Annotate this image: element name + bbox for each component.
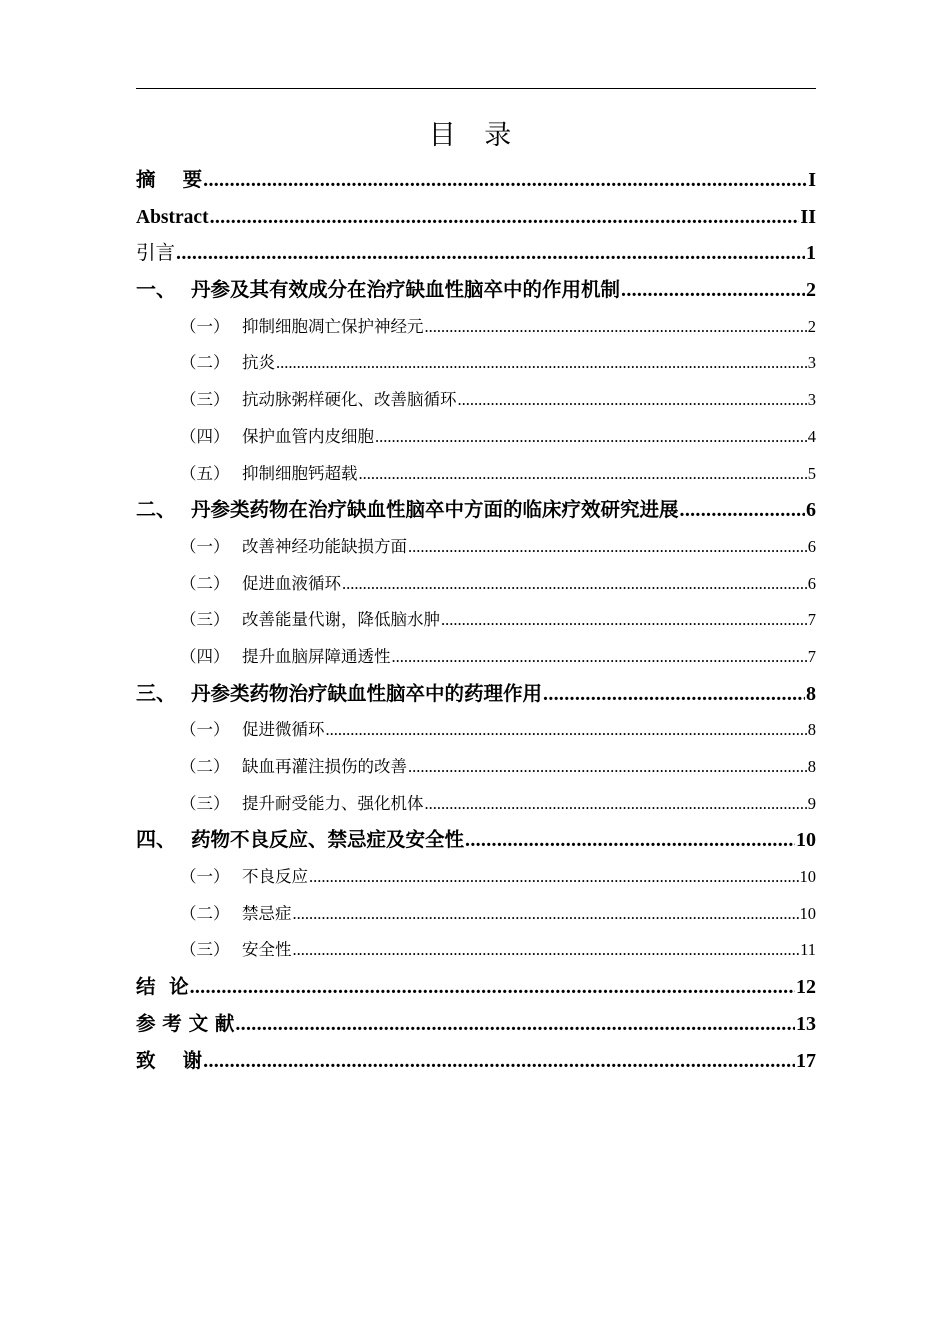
toc-leader-dots: [293, 932, 800, 969]
toc-entry-number: 四、: [136, 829, 176, 852]
toc-subentry[interactable]: [136, 345, 816, 382]
toc-entry[interactable]: [136, 1006, 816, 1043]
toc-leader-dots: [210, 199, 800, 236]
toc-entry[interactable]: [136, 676, 816, 713]
toc-page-number: 1: [806, 242, 816, 265]
toc-page-number: 4: [807, 426, 816, 446]
toc-entry-number: （一）: [180, 720, 230, 740]
toc-subentry[interactable]: [136, 786, 816, 823]
toc-leader-dots: [326, 712, 807, 749]
toc-subentry[interactable]: [136, 896, 816, 933]
toc-entry-number: （一）: [180, 316, 230, 336]
toc-leader-dots: [543, 676, 805, 713]
toc-entry-label: 提升血脑屏障通透性: [242, 646, 391, 666]
toc-entry-number: 三、: [136, 682, 176, 705]
toc-entry-number: （二）: [180, 353, 230, 373]
toc-page-number: 11: [800, 940, 816, 960]
toc-leader-dots: [458, 382, 807, 419]
toc-leader-dots: [680, 492, 805, 529]
toc-entry[interactable]: [136, 969, 816, 1006]
table-of-contents: [136, 162, 816, 1079]
toc-entry-number: （四）: [180, 646, 230, 666]
toc-page-number: 12: [796, 976, 816, 999]
toc-entry-number: （二）: [180, 757, 230, 776]
toc-page-number: 2: [807, 316, 816, 336]
toc-leader-dots: [342, 566, 807, 603]
toc-entry-number: （三）: [180, 940, 230, 960]
toc-subentry[interactable]: [136, 749, 816, 786]
toc-leader-dots: [235, 1006, 795, 1043]
toc-entry-label: 不良反应: [242, 867, 308, 887]
toc-entry-label: 禁忌症: [242, 903, 292, 923]
toc-entry-label: 抑制细胞凋亡保护神经元: [242, 316, 424, 336]
toc-page-number: 5: [807, 463, 816, 483]
toc-leader-dots: [425, 786, 807, 823]
toc-entry-label: 抗炎: [242, 353, 275, 373]
toc-entry-label: 引言: [136, 241, 176, 265]
header-rule: [136, 88, 816, 89]
toc-entry-label: 丹参类药物在治疗缺血性脑卒中方面的临床疗效研究进展: [191, 498, 679, 522]
toc-subentry[interactable]: [136, 456, 816, 493]
toc-entry-label: 结 论: [136, 975, 189, 999]
toc-entry-label: 抗动脉粥样硬化、改善脑循环: [242, 390, 457, 410]
toc-leader-dots: [293, 896, 799, 933]
toc-page-number: 6: [807, 536, 816, 556]
toc-entry-label: 保护血管内皮细胞: [242, 426, 374, 446]
toc-page-number: 7: [807, 646, 816, 666]
toc-leader-dots: [176, 235, 805, 272]
toc-entry-number: （四）: [180, 426, 230, 446]
toc-page-number: 10: [796, 829, 816, 852]
toc-page-number: 7: [807, 610, 816, 630]
toc-subentry[interactable]: [136, 419, 816, 456]
toc-page-number: 10: [799, 867, 816, 887]
toc-entry-label: 缺血再灌注损伤的改善: [242, 757, 407, 776]
toc-entry-number: （三）: [180, 390, 230, 410]
toc-leader-dots: [309, 859, 799, 896]
toc-page-number: 17: [796, 1049, 816, 1072]
toc-entry[interactable]: [136, 822, 816, 859]
toc-entry-label: 提升耐受能力、强化机体: [242, 793, 424, 813]
toc-entry-label: Abstract: [136, 206, 209, 228]
toc-entry-number: （三）: [180, 793, 230, 813]
toc-entry[interactable]: [136, 199, 816, 236]
toc-entry-label: 改善能量代谢，降低脑水肿: [242, 610, 440, 630]
toc-page-number: 6: [807, 573, 816, 593]
toc-leader-dots: [190, 969, 795, 1006]
toc-subentry[interactable]: [136, 859, 816, 896]
toc-entry-number: （一）: [180, 867, 230, 887]
toc-leader-dots: [392, 639, 807, 676]
toc-page-number: 6: [806, 499, 816, 522]
toc-leader-dots: [441, 602, 807, 639]
toc-leader-dots: [408, 529, 807, 566]
toc-page-number: 2: [806, 279, 816, 302]
toc-entry-label: 促进微循环: [242, 720, 325, 740]
toc-page-number: I: [808, 169, 816, 191]
toc-leader-dots: [276, 345, 807, 382]
toc-leader-dots: [425, 309, 807, 346]
toc-entry[interactable]: [136, 162, 816, 199]
toc-entry[interactable]: [136, 492, 816, 529]
toc-entry-label: 药物不良反应、禁忌症及安全性: [191, 828, 465, 852]
toc-leader-dots: [359, 456, 807, 493]
toc-entry-number: （二）: [180, 903, 230, 923]
toc-entry-label: 摘 要: [136, 168, 203, 191]
toc-subentry[interactable]: [136, 639, 816, 676]
toc-entry[interactable]: [136, 272, 816, 309]
toc-entry-label: 丹参类药物治疗缺血性脑卒中的药理作用: [191, 681, 543, 705]
toc-subentry[interactable]: [136, 602, 816, 639]
toc-leader-dots: [203, 1043, 795, 1080]
toc-entry-number: （一）: [180, 536, 230, 556]
toc-subentry[interactable]: [136, 309, 816, 346]
toc-entry-number: 二、: [136, 499, 176, 522]
toc-entry[interactable]: [136, 1043, 816, 1080]
toc-entry-label: 促进血液循环: [242, 573, 341, 593]
toc-subentry[interactable]: [136, 712, 816, 749]
toc-page-number: 8: [806, 682, 816, 705]
toc-page-number: 8: [807, 720, 816, 740]
toc-page-number: 3: [807, 390, 816, 410]
page-title: 目 录: [428, 120, 522, 151]
toc-entry-label: 致 谢: [136, 1048, 203, 1072]
toc-leader-dots: [621, 272, 805, 309]
toc-entry-label: 丹参及其有效成分在治疗缺血性脑卒中的作用机制: [191, 278, 621, 302]
toc-page-number: 8: [807, 757, 816, 776]
toc-subentry[interactable]: [136, 932, 816, 969]
toc-subentry[interactable]: [136, 566, 816, 603]
toc-subentry[interactable]: [136, 382, 816, 419]
toc-entry-label: 参 考 文 献: [136, 1011, 235, 1035]
toc-entry-label: 改善神经功能缺损方面: [242, 536, 407, 556]
toc-page-number: 13: [796, 1012, 816, 1035]
toc-leader-dots: [465, 822, 795, 859]
toc-page-number: 9: [807, 793, 816, 813]
toc-page-number: 10: [799, 903, 816, 923]
toc-subentry[interactable]: [136, 529, 816, 566]
toc-leader-dots: [408, 749, 807, 786]
toc-entry-number: （二）: [180, 573, 230, 593]
toc-entry-label: 安全性: [242, 940, 292, 960]
toc-entry-label: 抑制细胞钙超载: [242, 463, 358, 483]
toc-entry-number: （五）: [180, 463, 230, 483]
toc-entry-number: （三）: [180, 610, 230, 630]
toc-leader-dots: [203, 162, 807, 199]
toc-leader-dots: [375, 419, 807, 456]
toc-entry-number: 一、: [136, 279, 176, 302]
toc-entry[interactable]: [136, 235, 816, 272]
toc-page-number: II: [800, 205, 816, 228]
toc-page-number: 3: [807, 353, 816, 373]
